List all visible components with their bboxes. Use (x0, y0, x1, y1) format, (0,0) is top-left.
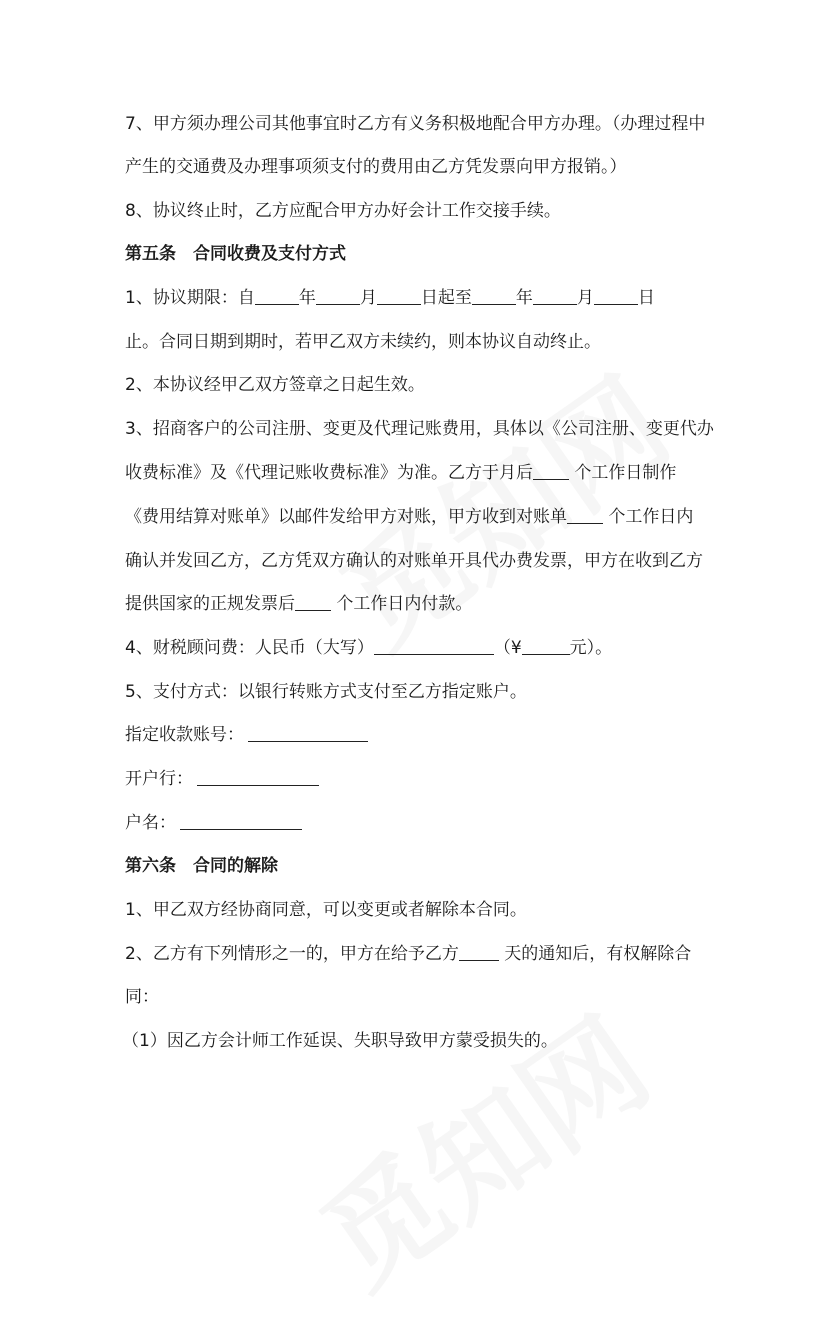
end-day-blank[interactable] (594, 286, 638, 305)
advisory-fee-line: 4、财税顾问费：人民币（大写） （¥ 元）。 (125, 638, 613, 658)
amount-in-words-blank[interactable] (374, 636, 494, 655)
fee-clause-line-2: 收费标准》及《代理记账收费标准》为准。乙方于月后 个工作日制作 (125, 463, 677, 483)
termination-clause-2-line-2: 同： (125, 987, 159, 1007)
payment-days-blank[interactable] (295, 592, 331, 611)
term-period-line: 1、协议期限：自 年 月 日起至 年 月 日 (125, 288, 655, 308)
start-year-blank[interactable] (255, 286, 299, 305)
termination-clause-1: 1、甲乙双方经协商同意，可以变更或者解除本合同。 (125, 900, 527, 920)
account-number-blank[interactable] (248, 723, 368, 742)
start-month-blank[interactable] (316, 286, 360, 305)
fee-clause-line-5: 提供国家的正规发票后 个工作日内付款。 (125, 594, 473, 614)
term-period-line-2: 止。合同日期到期时，若甲乙双方未续约，则本协议自动终止。 (125, 332, 601, 352)
start-day-blank[interactable] (377, 286, 421, 305)
effective-clause: 2、本协议经甲乙双方签章之日起生效。 (125, 375, 425, 395)
amount-in-figures-blank[interactable] (522, 636, 570, 655)
statement-days-blank[interactable] (533, 461, 569, 480)
account-name-blank[interactable] (180, 811, 302, 830)
notice-days-blank[interactable] (459, 942, 499, 961)
fee-clause-line-3: 《费用结算对账单》以邮件发给甲方对账，甲方收到对账单 个工作日内 (125, 507, 694, 527)
confirm-days-blank[interactable] (567, 505, 603, 524)
account-number-line: 指定收款账号： (125, 723, 368, 747)
termination-case-1: （1）因乙方会计师工作延误、失职导致甲方蒙受损失的。 (122, 1031, 558, 1051)
payment-method-line: 5、支付方式：以银行转账方式支付至乙方指定账户。 (125, 682, 527, 702)
section-6-heading: 第六条 合同的解除 (125, 856, 278, 876)
fee-clause-line-1: 3、招商客户的公司注册、变更及代理记账费用，具体以《公司注册、变更代办 (125, 419, 714, 439)
account-name-line: 户名： (125, 811, 302, 835)
watermark (283, 972, 677, 1319)
section-5-heading: 第五条 合同收费及支付方式 (125, 244, 346, 264)
end-year-blank[interactable] (472, 286, 516, 305)
fee-clause-line-4: 确认并发回乙方，乙方凭双方确认的对账单开具代办费发票，甲方在收到乙方 (125, 551, 703, 571)
bank-line: 开户行： (125, 767, 319, 791)
clause-7-line-1: 7、甲方须办理公司其他事宜时乙方有义务积极地配合甲方办理。（办理过程中 (125, 114, 706, 134)
end-month-blank[interactable] (533, 286, 577, 305)
bank-name-blank[interactable] (197, 767, 319, 786)
termination-clause-2-line-1: 2、乙方有下列情形之一的，甲方在给予乙方 天的通知后，有权解除合 (125, 944, 692, 964)
clause-8: 8、协议终止时，乙方应配合甲方办好会计工作交接手续。 (125, 201, 561, 221)
clause-7-line-2: 产生的交通费及办理事项须支付的费用由乙方凭发票向甲方报销。） (125, 157, 627, 177)
